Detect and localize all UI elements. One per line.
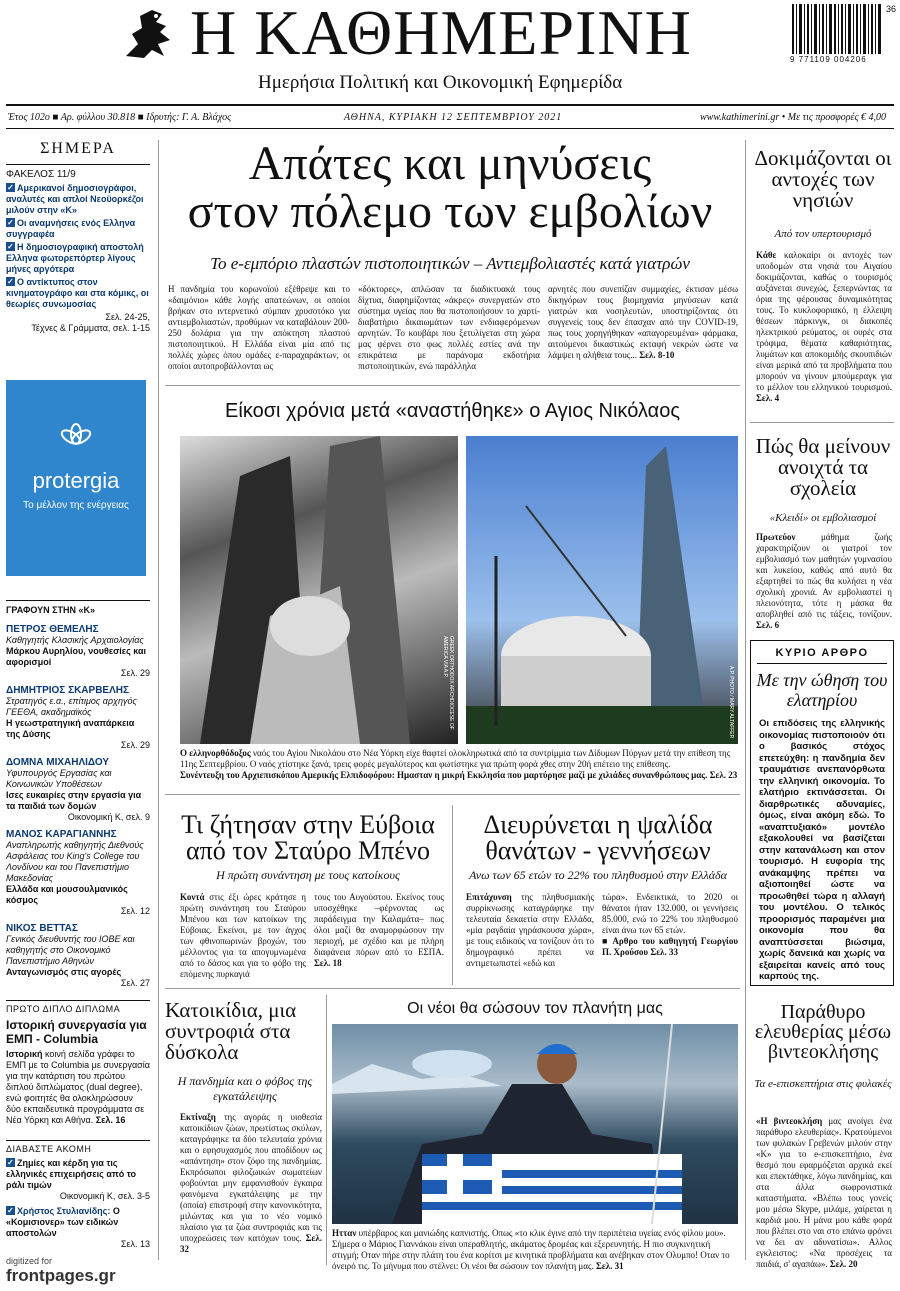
top-rule xyxy=(6,104,894,106)
main-headline[interactable] xyxy=(165,137,735,238)
separator xyxy=(452,805,453,985)
griffin-logo-icon xyxy=(118,4,178,62)
check-icon: ✓ xyxy=(7,242,14,251)
deaths-col-2 xyxy=(602,892,738,958)
today-item-text: Αμερικανοί δημοσιογράφοι, αναλυτές και απλοί Νεοϋορκέζοι μιλούν στην «Κ» xyxy=(6,183,144,215)
evia-page: Σελ. 18 xyxy=(314,958,342,968)
schools-text xyxy=(756,532,892,631)
caption-text: ναός του Αγίου Νικολάου στο Νέα Υόρκη είχε θαφτεί ολοκληρωτικά από τα συντρίμμια των Δίδυμων Πύργων μετά την επίθεση της 11ης Σεπτεμβρίου. Ο ναός χτίστηκε ξανά, τρεις φορές μεγαλύτερος και φωτίστηκε για πρώτη φορά χθες στην 20ή επέτειο της επίθεσης. xyxy=(180,748,731,769)
feature-title: Είκοσι χρόνια μετά «αναστήθηκε» ο Αγιος Νικόλαος xyxy=(225,400,680,422)
check-icon: ✓ xyxy=(7,183,14,192)
check-icon: ✓ xyxy=(7,218,14,227)
wtc-photo-left xyxy=(180,436,458,744)
deaths-page: Σελ. 33 xyxy=(650,947,678,957)
sailor-image xyxy=(332,1024,738,1224)
dateline-date: ΑΘΗΝΑ, ΚΥΡΙΑΚΗ 12 ΣΕΠΤΕΜΒΡΙΟΥ 2021 xyxy=(344,112,563,123)
writer-page: Σελ. 29 xyxy=(120,668,150,678)
writer-topic: Η γεωστρατηγική αναπάρκεια της Δύσης xyxy=(6,718,135,739)
diploma-title: Ιστορική συνεργασία για ΕΜΠ - Columbia xyxy=(6,1018,147,1046)
planet-title: Οι νέοι θα σώσουν τον πλανήτη μας xyxy=(407,1000,663,1017)
schools-page: Σελ. 6 xyxy=(756,620,780,630)
read-also-lead: Χρήστος Στυλιανίδης: xyxy=(17,1206,111,1216)
evia-col-2 xyxy=(314,892,444,969)
barcode-number: 9 771109 004206 xyxy=(790,55,867,64)
main-col-3 xyxy=(548,284,738,361)
read-also-box xyxy=(6,1140,150,1250)
evia-col-1 xyxy=(180,892,306,980)
dateline xyxy=(0,108,900,128)
writer-page: Σελ. 12 xyxy=(120,906,150,916)
today-refs: Σελ. 24-25, xyxy=(105,312,150,322)
prison-page: Σελ. 20 xyxy=(829,1259,858,1269)
schools-subtitle: «Κλειδί» οι εμβολιασμοί xyxy=(769,512,877,524)
today-item[interactable] xyxy=(6,218,150,240)
evia-lead: Κοντά xyxy=(180,892,205,902)
writer-entry[interactable] xyxy=(6,685,150,751)
divider xyxy=(165,988,740,989)
read-also-label: ΔΙΑΒΑΣΤΕ ΑΚΟΜΗ xyxy=(6,1144,92,1154)
islands-body: καλοκαίρι οι αντοχές των υποδομών στα νησιά του Αιγαίου δοκιμάζονται, καθώς ο τουρισμός αυξάνεται συνεχώς, ξεπερνώντας τα όρια της φέρουσας δυναμικότητας τους. Το κυκλοφοριακό, η έλλειψη θέσεων πάρκινγκ, οι διακοπές ηλεκτρικού ρεύματος, οι ουρές στα τρόφιμα, θέματα καθαριότητας, λυμάτων και αποκομιδής σκουπιδιών είναι μερικά από τα προβλήματα που μπορούν να γίνουν μπούμεραγκ για το μέλλον του ελληνικού τουρισμού. xyxy=(756,250,893,392)
today-item[interactable] xyxy=(6,277,150,310)
deaths-col-1 xyxy=(466,892,594,969)
writer-role: Γενικός διευθυντής του ΙΟΒΕ και καθηγητής στο Οικονομικό Πανεπιστήμιο Αθηνών xyxy=(6,934,135,966)
barcode xyxy=(790,2,898,66)
separator xyxy=(158,140,159,1260)
today-item-text: Ο αντίκτυπος στον κινηματογράφο και στα κόμικς, οι θεωρίες συνωμοσίας xyxy=(6,277,149,309)
writer-page: Σελ. 29 xyxy=(120,740,150,750)
schools-headline[interactable]: Πώς θα μείνουν ανοιχτά τα σχολεία xyxy=(755,434,891,500)
main-page: Σελ. 8-10 xyxy=(639,350,675,360)
feature-caption xyxy=(180,748,738,781)
protergia-ad[interactable] xyxy=(6,380,146,576)
flower-logo-icon xyxy=(56,420,96,460)
sailor-photo xyxy=(332,1024,738,1224)
writer-role: Στρατηγός ε.α., επίτιμος αρχηγός ΓΕΕΘΑ, ακαδημαϊκός xyxy=(6,696,137,717)
islands-headline[interactable]: Δοκιμάζονται οι αντοχές των νησιών xyxy=(754,146,892,212)
planet-caption xyxy=(332,1228,738,1272)
planet-page: Σελ. 31 xyxy=(596,1261,624,1271)
editorial-title: Με την ώθηση του ελατηρίου xyxy=(756,670,888,710)
planet-text: υπέρβαρος και μανιώδης καπνιστής. Οπως «το κλικ έγινε από την περιπέτεια υγείας ενός φίλου μου». Σήμερα ο Μάριος Γιαννάκου είναι υπεραθλητής, ακάματος δρομέας και εξερευνητής. Η πιο συγκινητική στιγμή; Οταν πήρε στην πλάτη του ένα κορίτσι με κινητικά προβλήματα και ανέβηκαν στον Ολυμπο! Οταν το όνειρό τις. Το μήνυμα που στέλνει: Οι νέοι θα σώσουν τον πλανήτη μας. xyxy=(332,1228,730,1271)
writer-entry[interactable] xyxy=(6,923,150,989)
main-headline-line: Απάτες και μηνύσεις xyxy=(248,137,652,190)
main-col-1 xyxy=(168,284,350,372)
pets-lead: Εκτίναξη xyxy=(180,1112,216,1122)
prison-subtitle: Τα e-επισκεπτήρια στις φυλακές xyxy=(754,1078,892,1090)
check-icon: ✓ xyxy=(7,1158,14,1167)
diploma-text: κοινή σελίδα γράφει το ΕΜΠ με το Columbia με συνεργασία για την κατάρτιση του πρώτου διπλού διπλώματος (dual degree), ενώ φοιτητές θα ολοκληρώσουν δύο εκπαιδευτικά προγράμματα σε Νέα Υόρκη και Αθήνα. xyxy=(6,1049,150,1125)
main-text: «δόκτορες», απλώσαν τα διαδικτυακά τους δίχτυα, διαφημίζοντας «άκρες» συνεργατών στο σύστημα υγείας που θα πιστοποιήσουν το χαρτί-διαβατήριο δικαιωμάτων των ενδιαφερόμενων αρνητών. Το κουβάρι που ξετυλίγεται στη χώρα μας φέρνει στο φως πολλές εστίες ανά την επικράτεια με παράνομα εκδοτήρια πιστοποιητικών, ενώ παράλληλα xyxy=(358,284,540,371)
deaths-subtitle: Ανω των 65 ετών το 22% του πληθυσμού στην Ελλάδα xyxy=(469,868,727,882)
writer-entry[interactable] xyxy=(6,624,150,679)
writer-role: Υφυπουργός Εργασίας και Κοινωνικών Υποθέσεων xyxy=(6,768,112,789)
separator xyxy=(326,995,327,1265)
deaths-ref: ■ Αρθρο του καθηγητή Γεωργίου Π. Χρούσου xyxy=(602,936,738,957)
schools-lead: Πρωτεύον xyxy=(756,532,796,542)
check-icon: ✓ xyxy=(7,277,14,286)
writers-title: ΓΡΑΦΟΥΝ ΣΤΗΝ «Κ» xyxy=(6,605,96,615)
today-item[interactable] xyxy=(6,242,150,275)
editorial-box[interactable] xyxy=(750,640,894,986)
main-col-2 xyxy=(358,284,540,372)
main-subtitle: Το e-εμπόριο πλαστών πιστοποιητικών – Αντιεμβολιαστές κατά γιατρών xyxy=(210,254,690,273)
diploma-page: Σελ. 16 xyxy=(95,1115,126,1125)
prison-lead: «Η βιντεοκλήση xyxy=(756,1116,823,1126)
pets-body: της αγοράς η υιοθεσία κατοικίδιων ζώων, πρωτίστως σκύλων, καταγράφηκε τα δύο τελευταία χρόνια και ο εφησυχασμός που αποδίδουν ως «απάντηση» στον ζόφο της πανδημίας. Εκπρόσωποι φιλοζωικών σωματείων φοβούνται μην εμφανισθούν έγκαιρα φαινόμενα εγκατάλειψης με την (οποία) επιστροφή στην κανονικότητα, μιλώντας και για το νέο νομικό πλαίσιο για τα ζώα συντροφιάς και τις υποχρεώσεις των κατόχων τους. xyxy=(180,1112,322,1243)
today-item-text: Η δημοσιογραφική αποστολή Ελληνα φωτορεπόρτερ λίγους μήνες αργότερα xyxy=(6,242,144,274)
writer-topic: Ανταγωνισμός στις αγορές xyxy=(6,967,122,977)
divider xyxy=(6,1140,150,1141)
photo-credit: Α.Ρ. PHOTO / MARY ALTAFFER xyxy=(728,666,734,739)
writer-name: ΝΙΚΟΣ ΒΕΤΤΑΣ xyxy=(6,923,78,934)
writer-entry[interactable] xyxy=(6,829,150,917)
main-text: Η πανδημία του κορωνοϊού εξέθρεψε και το «δαιμόνιο» κάθε λογής απατεώνων, οι οποίοι βρήκαν στο ιντερνετικό σύμπαν χρυσοτόκο για αντιεμβολιαστών, προθύμων να καταβάλουν 200-250 δολάρια για την απόκτηση πλαστού πιστοποιητικού. Η Ελλάδα είναι μία από τις πολλές χώρες όπου ομάδες ε-παραχαράκτων, οι οποίοι αυτοπροβάλλονται ως xyxy=(168,284,350,371)
islands-lead: Κάθε xyxy=(756,250,777,260)
prison-headline[interactable]: Παράθυρο ελευθερίας μέσω βιντεοκλήσης xyxy=(754,1001,892,1063)
photo-credit: GREEK ORTHODOX ARCHDIOCESE OF AMERICA VIA A.P. xyxy=(442,636,454,730)
evia-text: τους του Αυγούστου. Εκείνος τους υποσχέθηκε –φέρνοντας ως παράδειγμα την Καλαμάτα– πως όλοι μαζί θα αναμορφώσουν την περιοχή, με σχέδιο και με πλήρη διαφάνεια πόρων από το ΕΣΠΑ. xyxy=(314,892,444,957)
prison-text xyxy=(756,1116,892,1270)
deaths-lead: Επιτάχυνση xyxy=(466,892,512,902)
read-also-text: Ζημίες και κέρδη για τις ελληνικές επιχειρήσεις από το ράλι τιμών xyxy=(6,1158,137,1190)
divider xyxy=(750,422,894,423)
writer-name: ΜΑΝΟΣ ΚΑΡΑΓΙΑΝΝΗΣ xyxy=(6,829,117,840)
read-also-page: Σελ. 13 xyxy=(120,1239,150,1249)
newspaper-title: Η ΚΑΘΗΜΕΡΙΝΗ xyxy=(190,0,692,68)
editorial-text: Οι επιδόσεις της ελληνικής οικονομίας πιστοποιούν ότι ο βασικός στόχος επετεύχθη: η πανδημία δεν τραυμάτισε ανεπανόρθωτα την ελληνική οικονομία. Το ελατήριο εκτινάσσεται. Οι διαρθρωτικές αδυναμίες, όμως, είναι ακόμη εδώ. Το «αναπτυξιακό» μοντέλο εξακολουθεί να βασίζεται στην κατανάλωση και στον τουρισμό. Η ευφορία της ανάκαμψης πρέπει να αξιοποιηθεί ώστε να προωθηθεί τώρα η αλλαγή του μοντέλου. Ο τελικός προορισμός παραμένει μια οικονομία που θα αναπτύσσεται βιώσιμα, χωρίς δανεικά και χωρίς να εξαιρείται κανείς από τους καρπούς της. xyxy=(759,718,885,982)
read-also-item[interactable] xyxy=(6,1206,150,1239)
today-folder: ΦΑΚΕΛΟΣ 11/9 xyxy=(6,169,76,180)
dateline-right: www.kathimerini.gr • Με τις προσφορές € 4,00 xyxy=(700,112,887,123)
evia-subtitle: Η πρώτη συνάντηση με τους κατοίκους xyxy=(216,868,400,882)
pets-subtitle: Η πανδημία και ο φόβος της εγκατάλειψης xyxy=(177,1074,313,1103)
ad-tagline: Το μέλλον της ενέργειας xyxy=(23,500,129,511)
writers-box xyxy=(6,600,150,995)
divider xyxy=(6,1000,150,1001)
writer-topic: Ελλάδα και μουσουλμανικός κόσμος xyxy=(6,884,128,905)
main-headline-line: στον πόλεμο των εμβολίων xyxy=(187,185,713,238)
check-icon: ✓ xyxy=(7,1206,14,1215)
diploma-label: ΠΡΩΤΟ ΔΙΠΛΟ ΔΙΠΛΩΜΑ xyxy=(6,1004,121,1014)
writer-name: ΔΟΜΝΑ ΜΙΧΑΗΛΙΔΟΥ xyxy=(6,757,110,768)
dateline-left: Έτος 102ο ■ Αρ. φύλλου 30.818 ■ Ιδρυτής: Γ. Α. Βλάχος xyxy=(8,112,232,123)
divider xyxy=(165,385,740,386)
prison-body: μας ανοίγει ένα παράθυρο ελευθερίας». Κρατούμενοι των φυλακών Γρεβενών μιλούν στην «Κ» για το e-επισκεπτήριο, ένα θεσμό που εφαρμόζεται αρχικά εκεί και επεκτάθηκε, λόγω πανδημίας, και στα άλλα σωφρονιστικά καταστήματα. «Βλέπω τους γονείς μου μέσω Skype, μιλάμε, χαίρεται η καρδιά μου. Η μάνα μου κάθε φορά που βλέπει στο ναι στο επάνω φρόνει να δει αν αδυνατίσω». Αλλος εγκλειστος: «Να προσέχεις τα παιδιά, σ' αγαπάω». xyxy=(756,1116,892,1269)
writer-page: Σελ. 27 xyxy=(120,978,150,988)
caption-page: Σελ. 23 xyxy=(709,770,738,780)
church-photo-right xyxy=(466,436,738,744)
writer-topic: Ισες ευκαιρίες στην εργασία για τα παιδιά των δομών xyxy=(6,790,142,811)
masthead xyxy=(0,0,900,100)
today-item[interactable] xyxy=(6,183,150,216)
headline-line: Τι ζήτησαν στην Εύβοια xyxy=(181,810,435,839)
pets-page: Σελ. 32 xyxy=(180,1233,323,1254)
footer-digitized: digitized for xyxy=(6,1256,53,1266)
headline-line: από τον Σταύρο Μπένο xyxy=(186,836,430,865)
diploma-box[interactable] xyxy=(6,1000,150,1126)
pets-headline[interactable]: Κατοικίδια, μια συντροφιά στα δύσκολα xyxy=(165,998,297,1064)
writer-role: Αναπληρωτής καθηγητής Διεθνούς Ασφάλειας του King's College του Λονδίνου και του Πανεπιστήμιο Μακεδονίας xyxy=(6,840,144,883)
read-also-text: Ο «Κομισιονερ» των ειδικών αποστολών xyxy=(6,1206,120,1238)
caption-lead: Ο ελληνορθόδοξος xyxy=(180,748,251,758)
divider xyxy=(165,794,740,795)
writer-topic: Μάρκου Αυρηλίου, νουθεσίες και αφορισμοί xyxy=(6,646,147,667)
schools-body: μάθημα ζωής χαρακτηρίζουν οι γιατροί τον εμβολιασμό των μαθητών γυμνασίου και λυκείου, καθώς από αυτό θα εξαρτηθεί το πώς θα κυλήσει η νέα σχολική χρονιά. Αν εμβολιαστεί η πλειονότητα, τότε η μάσκα θα αποβληθεί από τις τάξεις, τονίζουν. xyxy=(756,532,892,619)
headline-line: Διευρύνεται η ψαλίδα xyxy=(483,810,713,839)
diploma-lead: Ιστορική xyxy=(6,1049,43,1059)
newspaper-subtitle: Ημερήσια Πολιτική και Οικονομική Εφημερίδα xyxy=(258,72,623,93)
deaths-text: τώρα». Ενδεικτικά, το 2020 οι θάνατοι ήταν 132.000, οι γεννήσεις 85.000, ενώ το 22% του πληθυσμού είναι άνω των 65 ετών. xyxy=(602,892,738,935)
planet-lead: Ητταν xyxy=(332,1228,357,1238)
ad-brand: protergia xyxy=(32,468,120,493)
islands-page: Σελ. 4 xyxy=(756,393,780,403)
pets-text xyxy=(180,1112,322,1255)
editorial-label: ΚΥΡΙΟ ΑΡΘΡΟ xyxy=(757,641,887,664)
writer-name: ΠΕΤΡΟΣ ΘΕΜΕΛΗΣ xyxy=(6,624,99,635)
caption-interview: Συνέντευξη του Αρχιεπισκόπου Αμερικής Ελπιδοφόρου: Ημασταν η μικρή Εκκλησία που μαρτύρησε μαζί με χιλιάδες συνανθρώπους μας. xyxy=(180,770,708,780)
read-also-item[interactable] xyxy=(6,1158,150,1191)
today-list xyxy=(6,183,150,310)
writer-name: ΔΗΜΗΤΡΙΟΣ ΣΚΑΡΒΕΛΗΣ xyxy=(6,685,129,696)
deaths-headline[interactable] xyxy=(456,812,740,864)
evia-headline[interactable] xyxy=(168,812,448,864)
read-also-page: Οικονομική Κ, σελ. 3-5 xyxy=(59,1191,150,1201)
evia-text: στις έξι ώρες κράτησε η πρώτη συνάντηση του Σταύρου Μπένου και των κατοίκων της Εύβοιας. Εκείνοι, με τον άγχος των φθινοπωρινών βροχών, του μέλλοντος για τα απογυμνωμένα από το δάσος και για το φόβο της επόμενης πυρκαγιά xyxy=(180,892,307,979)
divider xyxy=(6,164,150,165)
today-refs-arts: Τέχνες & Γράμματα, σελ. 1-15 xyxy=(31,323,150,333)
deaths-text: της πληθυσμιακής συρρίκνωσης καταγράφηκε την τελευταία δεκαετία στην Ελλάδα, «μία ραγδαία γηράσκουσα χώρα», με τους ειδικούς να τονίζουν ότι το δημογραφικό πρέπει να αντιμετωπιστεί «εδώ και xyxy=(466,892,595,968)
islands-text xyxy=(756,250,892,404)
separator xyxy=(745,140,746,1260)
headline-line: θανάτων - γεννήσεων xyxy=(485,836,711,865)
writer-role: Καθηγητής Κλασικής Αρχαιολογίας xyxy=(6,635,144,645)
footer-brand[interactable]: frontpages.gr xyxy=(6,1266,116,1285)
main-text: αρνητές που συνεπίζαν συμμαχίες, έκτισαν μέσω δικηγόρων τους βιομηχανία μηνύσεων κατά γιατρών και νοσηλευτών, υποστηρίζοντας ότι συγγενείς τους δεν έπασχαν από την COVID-19, πως τους χορηγήθηκαν «απαγορευμένα» φάρμακα, αιτούμενοι δικαστικώς εκταφή νεκρών ώστε να λάμψει η αλήθεια τους... xyxy=(548,284,738,360)
islands-subtitle: Από τον υπερτουρισμό xyxy=(774,228,872,240)
today-item-text: Οι αναμνήσεις ενός Ελληνα συγγραφέα xyxy=(6,218,136,239)
dateline-rule xyxy=(6,128,894,129)
church-image xyxy=(466,436,738,744)
skyscraper-image xyxy=(180,436,458,744)
divider xyxy=(6,600,150,601)
writer-page: Οικονομική Κ, σελ. 9 xyxy=(67,812,150,822)
today-title: ΣΗΜΕΡΑ xyxy=(40,140,116,157)
writer-entry[interactable] xyxy=(6,757,150,823)
barcode-issue: 36 xyxy=(886,4,897,14)
left-column xyxy=(6,140,150,334)
